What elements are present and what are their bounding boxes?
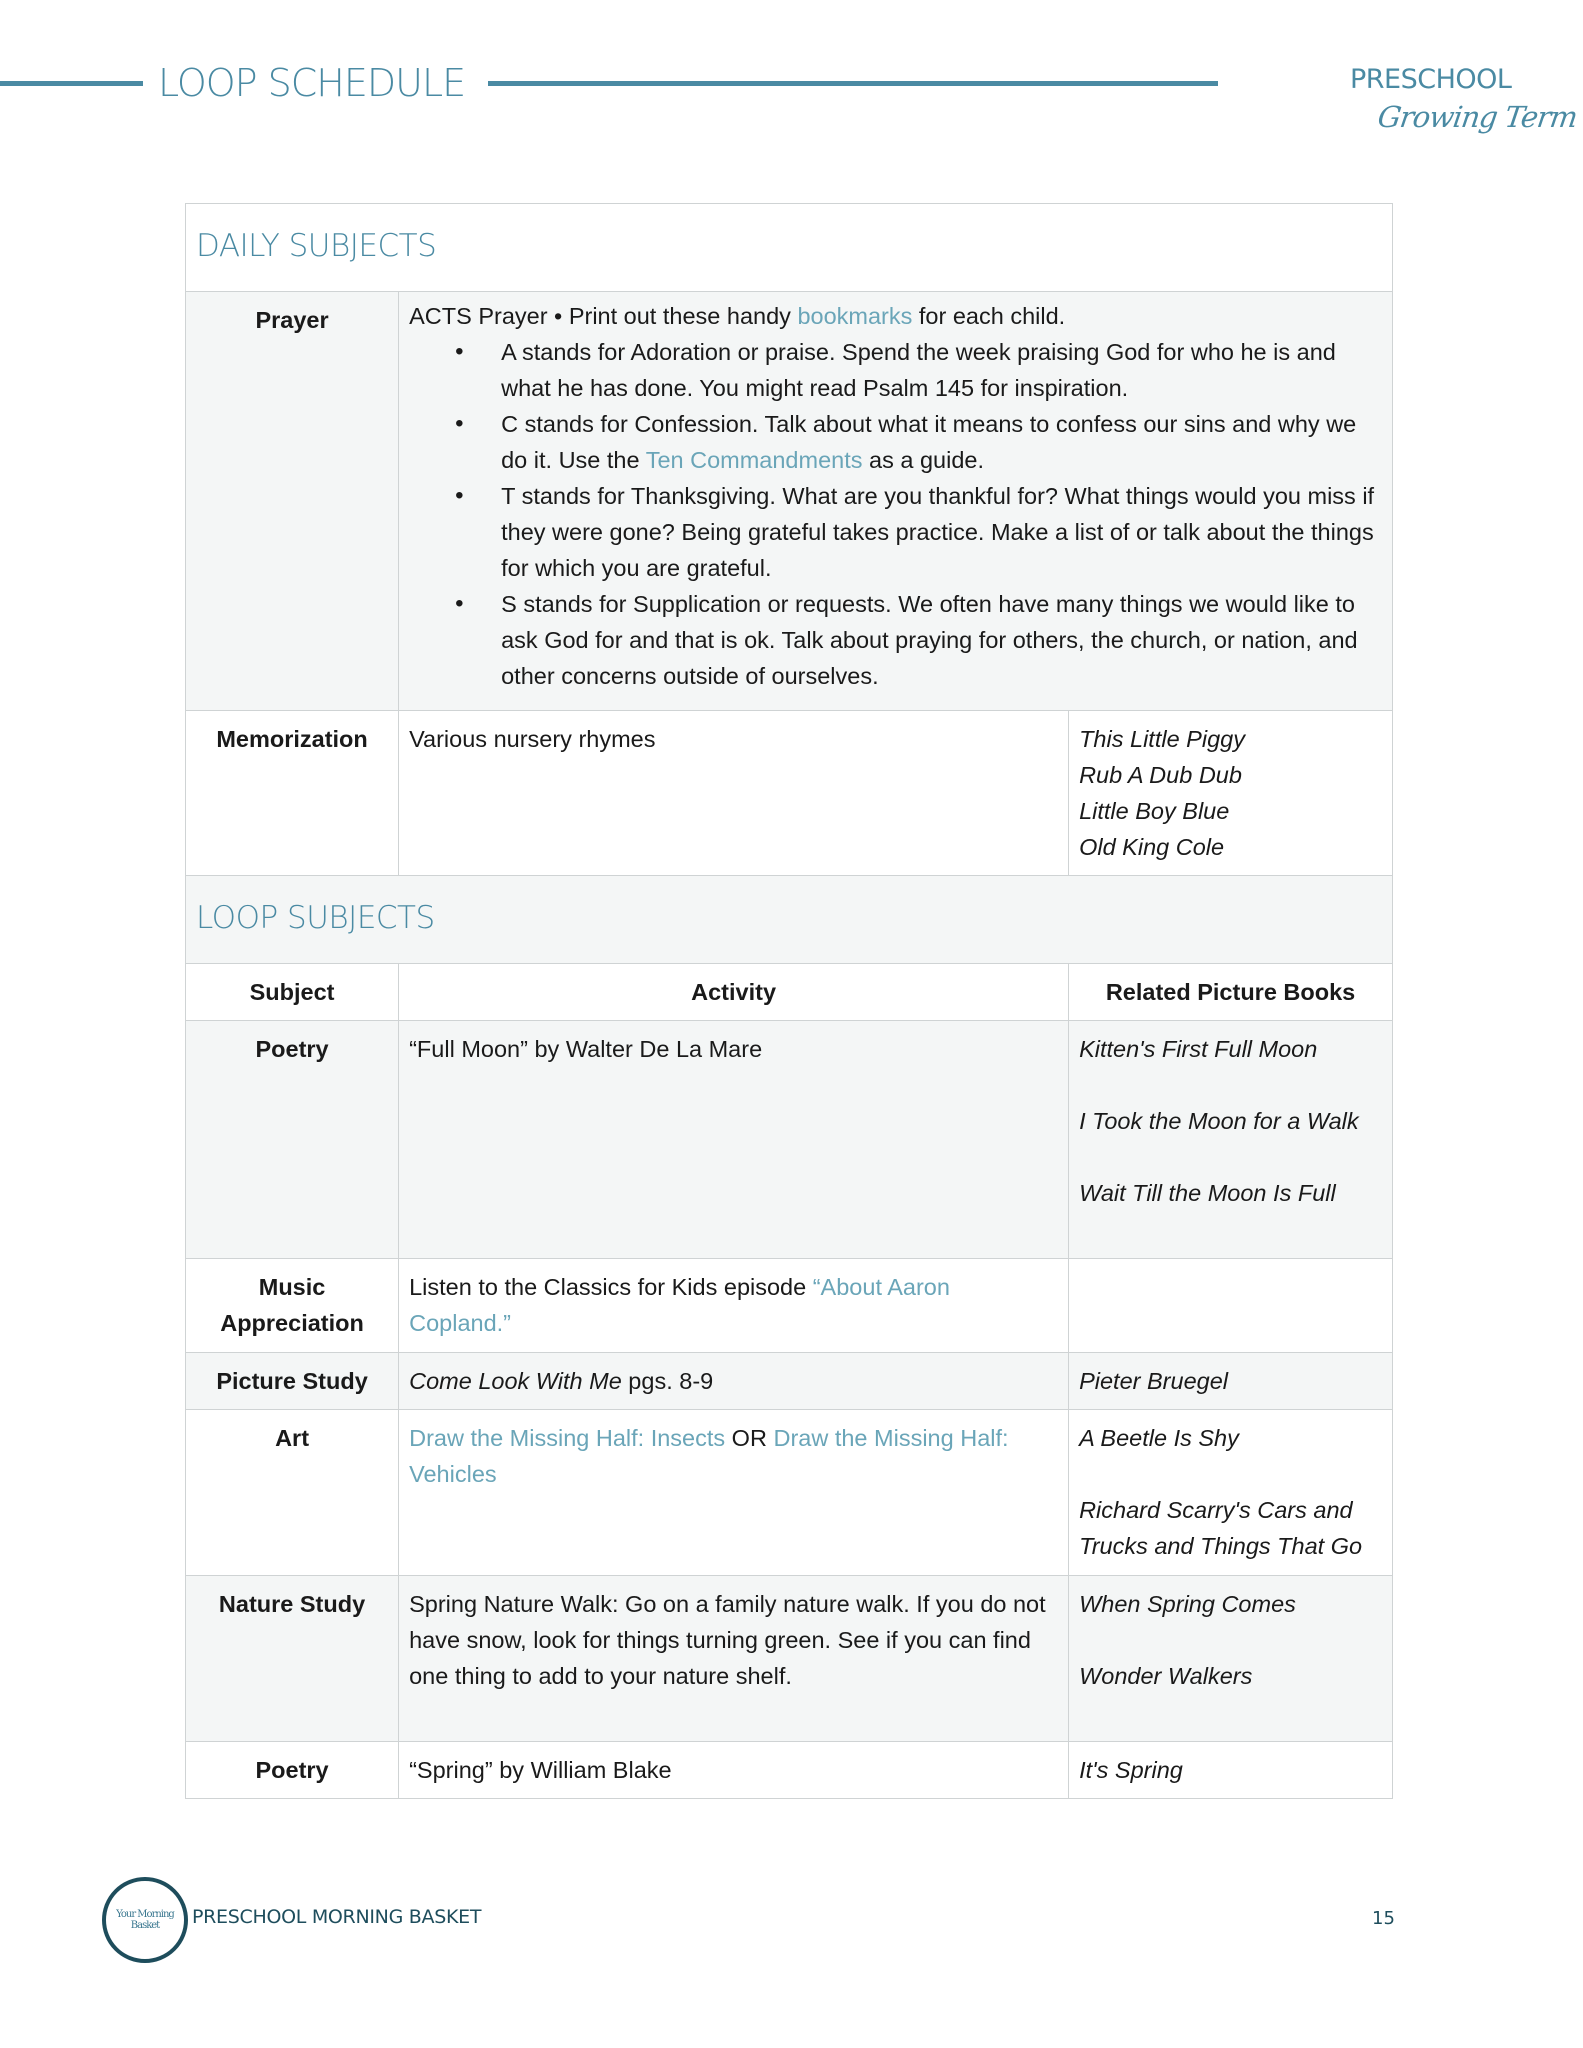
activity-cell [399,1410,1069,1576]
book-title: Little Boy Blue [1079,798,1230,824]
activity-cell [399,292,1393,711]
loop-subjects-section [186,876,1393,964]
list-item-adoration: • A stands for Adoration or praise. Spend the week praising God for who he is and what he has done. You might read Psalm 145 for inspiration. [501,334,1382,406]
book-title: Rub A Dub Dub [1079,762,1242,788]
subject-cell: Memorization [186,711,399,876]
book-title: This Little Piggy [1079,726,1245,752]
book-title: Pieter Bruegel [1079,1368,1228,1394]
activity-text: Listen to the Classics for Kids episode [409,1274,813,1300]
books-cell [1069,1353,1393,1410]
logo-text: Your Morning Basket [116,1909,174,1931]
prayer-intro-end: for each child. [912,303,1066,329]
subject-cell: Art [186,1410,399,1576]
activity-cell: Spring Nature Walk: Go on a family nature walk. If you do not have snow, look for things turning green. See if you can find one thing to add to your nature shelf. [399,1576,1069,1742]
column-header-row [186,964,1393,1021]
activity-cell [399,1353,1069,1410]
activity-text: pgs. 8-9 [621,1368,714,1394]
section-title-daily: DAILY SUBJECTS [196,228,437,264]
table-row-prayer [186,292,1393,711]
table-row-music-appreciation [186,1259,1393,1353]
ten-commandments-link[interactable]: Ten Commandments [645,447,863,473]
table-row-poetry [186,1021,1393,1259]
acts-list [409,334,1382,694]
subject-cell: Picture Study [186,1353,399,1410]
activity-cell: “Spring” by William Blake [399,1742,1069,1799]
page-title: LOOP SCHEDULE [158,61,466,105]
prayer-intro [409,298,1382,334]
subject-cell: Poetry [186,1742,399,1799]
books-cell [1069,711,1393,876]
section-title-loop: LOOP SUBJECTS [196,900,435,936]
table-row-poetry-2 [186,1742,1393,1799]
bookmarks-link[interactable]: bookmarks [797,303,913,329]
insects-link[interactable]: Draw the Missing Half: Insects [409,1425,726,1451]
brand-preschool: PRESCHOOL [1350,64,1512,95]
column-header-activity: Activity [399,964,1069,1021]
books-cell [1069,1576,1393,1742]
prayer-intro-text: ACTS Prayer • Print out these handy [409,303,798,329]
activity-cell: “Full Moon” by Walter De La Mare [399,1021,1069,1259]
header-rule-left [0,81,143,86]
morning-basket-logo [102,1877,188,1963]
books-cell [1069,1742,1393,1799]
table-row-picture-study [186,1353,1393,1410]
activity-cell [399,1259,1069,1353]
schedule-table [185,203,1393,1799]
activity-book-title: Come Look With Me [409,1368,622,1394]
list-item-confession [501,406,1382,478]
subject-cell: Nature Study [186,1576,399,1742]
book-title: When Spring Comes [1079,1591,1296,1617]
footer-label: PRESCHOOL MORNING BASKET [192,1906,482,1928]
book-title: Wonder Walkers [1079,1663,1253,1689]
table-row-memorization [186,711,1393,876]
book-title: Richard Scarry's Cars and Trucks and Things That Go [1079,1497,1363,1559]
confession-text: C stands for Confession. Talk about what it means to confess our sins and why we do it. Use the [501,411,1357,473]
header-rule-right [488,81,1218,86]
confession-end: as a guide. [862,447,985,473]
activity-cell: Various nursery rhymes [399,711,1069,876]
aaron-copland-link[interactable]: “About Aaron Copland.” [409,1274,950,1336]
books-cell [1069,1021,1393,1259]
subject-cell: Prayer [186,292,399,711]
list-item-thanksgiving: • T stands for Thanksgiving. What are you thankful for? What things would you miss if they were gone? Being grateful takes practice. Make a list of or talk about the things for which you are grateful. [501,478,1382,586]
page-number: 15 [1372,1908,1395,1929]
subject-cell: Poetry [186,1021,399,1259]
book-title: Kitten's First Full Moon [1079,1036,1318,1062]
list-item-supplication: • S stands for Supplication or requests. We often have many things we would like to ask God for and that is ok. Talk about praying for others, the church, or nation, and other concerns outside of ourselves. [501,586,1382,694]
brand-growing-term: Growing Term [1375,100,1580,134]
vehicles-link[interactable]: Draw the Missing Half: Vehicles [409,1425,1009,1487]
daily-subjects-section [186,204,1393,292]
table-row-nature-study [186,1576,1393,1742]
book-title: Old King Cole [1079,834,1225,860]
book-title: I Took the Moon for a Walk [1079,1108,1359,1134]
subject-cell: Music Appreciation [186,1259,399,1353]
book-title: It's Spring [1079,1757,1183,1783]
books-cell [1069,1259,1393,1353]
column-header-subject: Subject [186,964,399,1021]
books-cell [1069,1410,1393,1576]
table-row-art [186,1410,1393,1576]
activity-text: OR [725,1425,774,1451]
column-header-books: Related Picture Books [1069,964,1393,1021]
book-title: A Beetle Is Shy [1079,1425,1239,1451]
book-title: Wait Till the Moon Is Full [1079,1180,1336,1206]
